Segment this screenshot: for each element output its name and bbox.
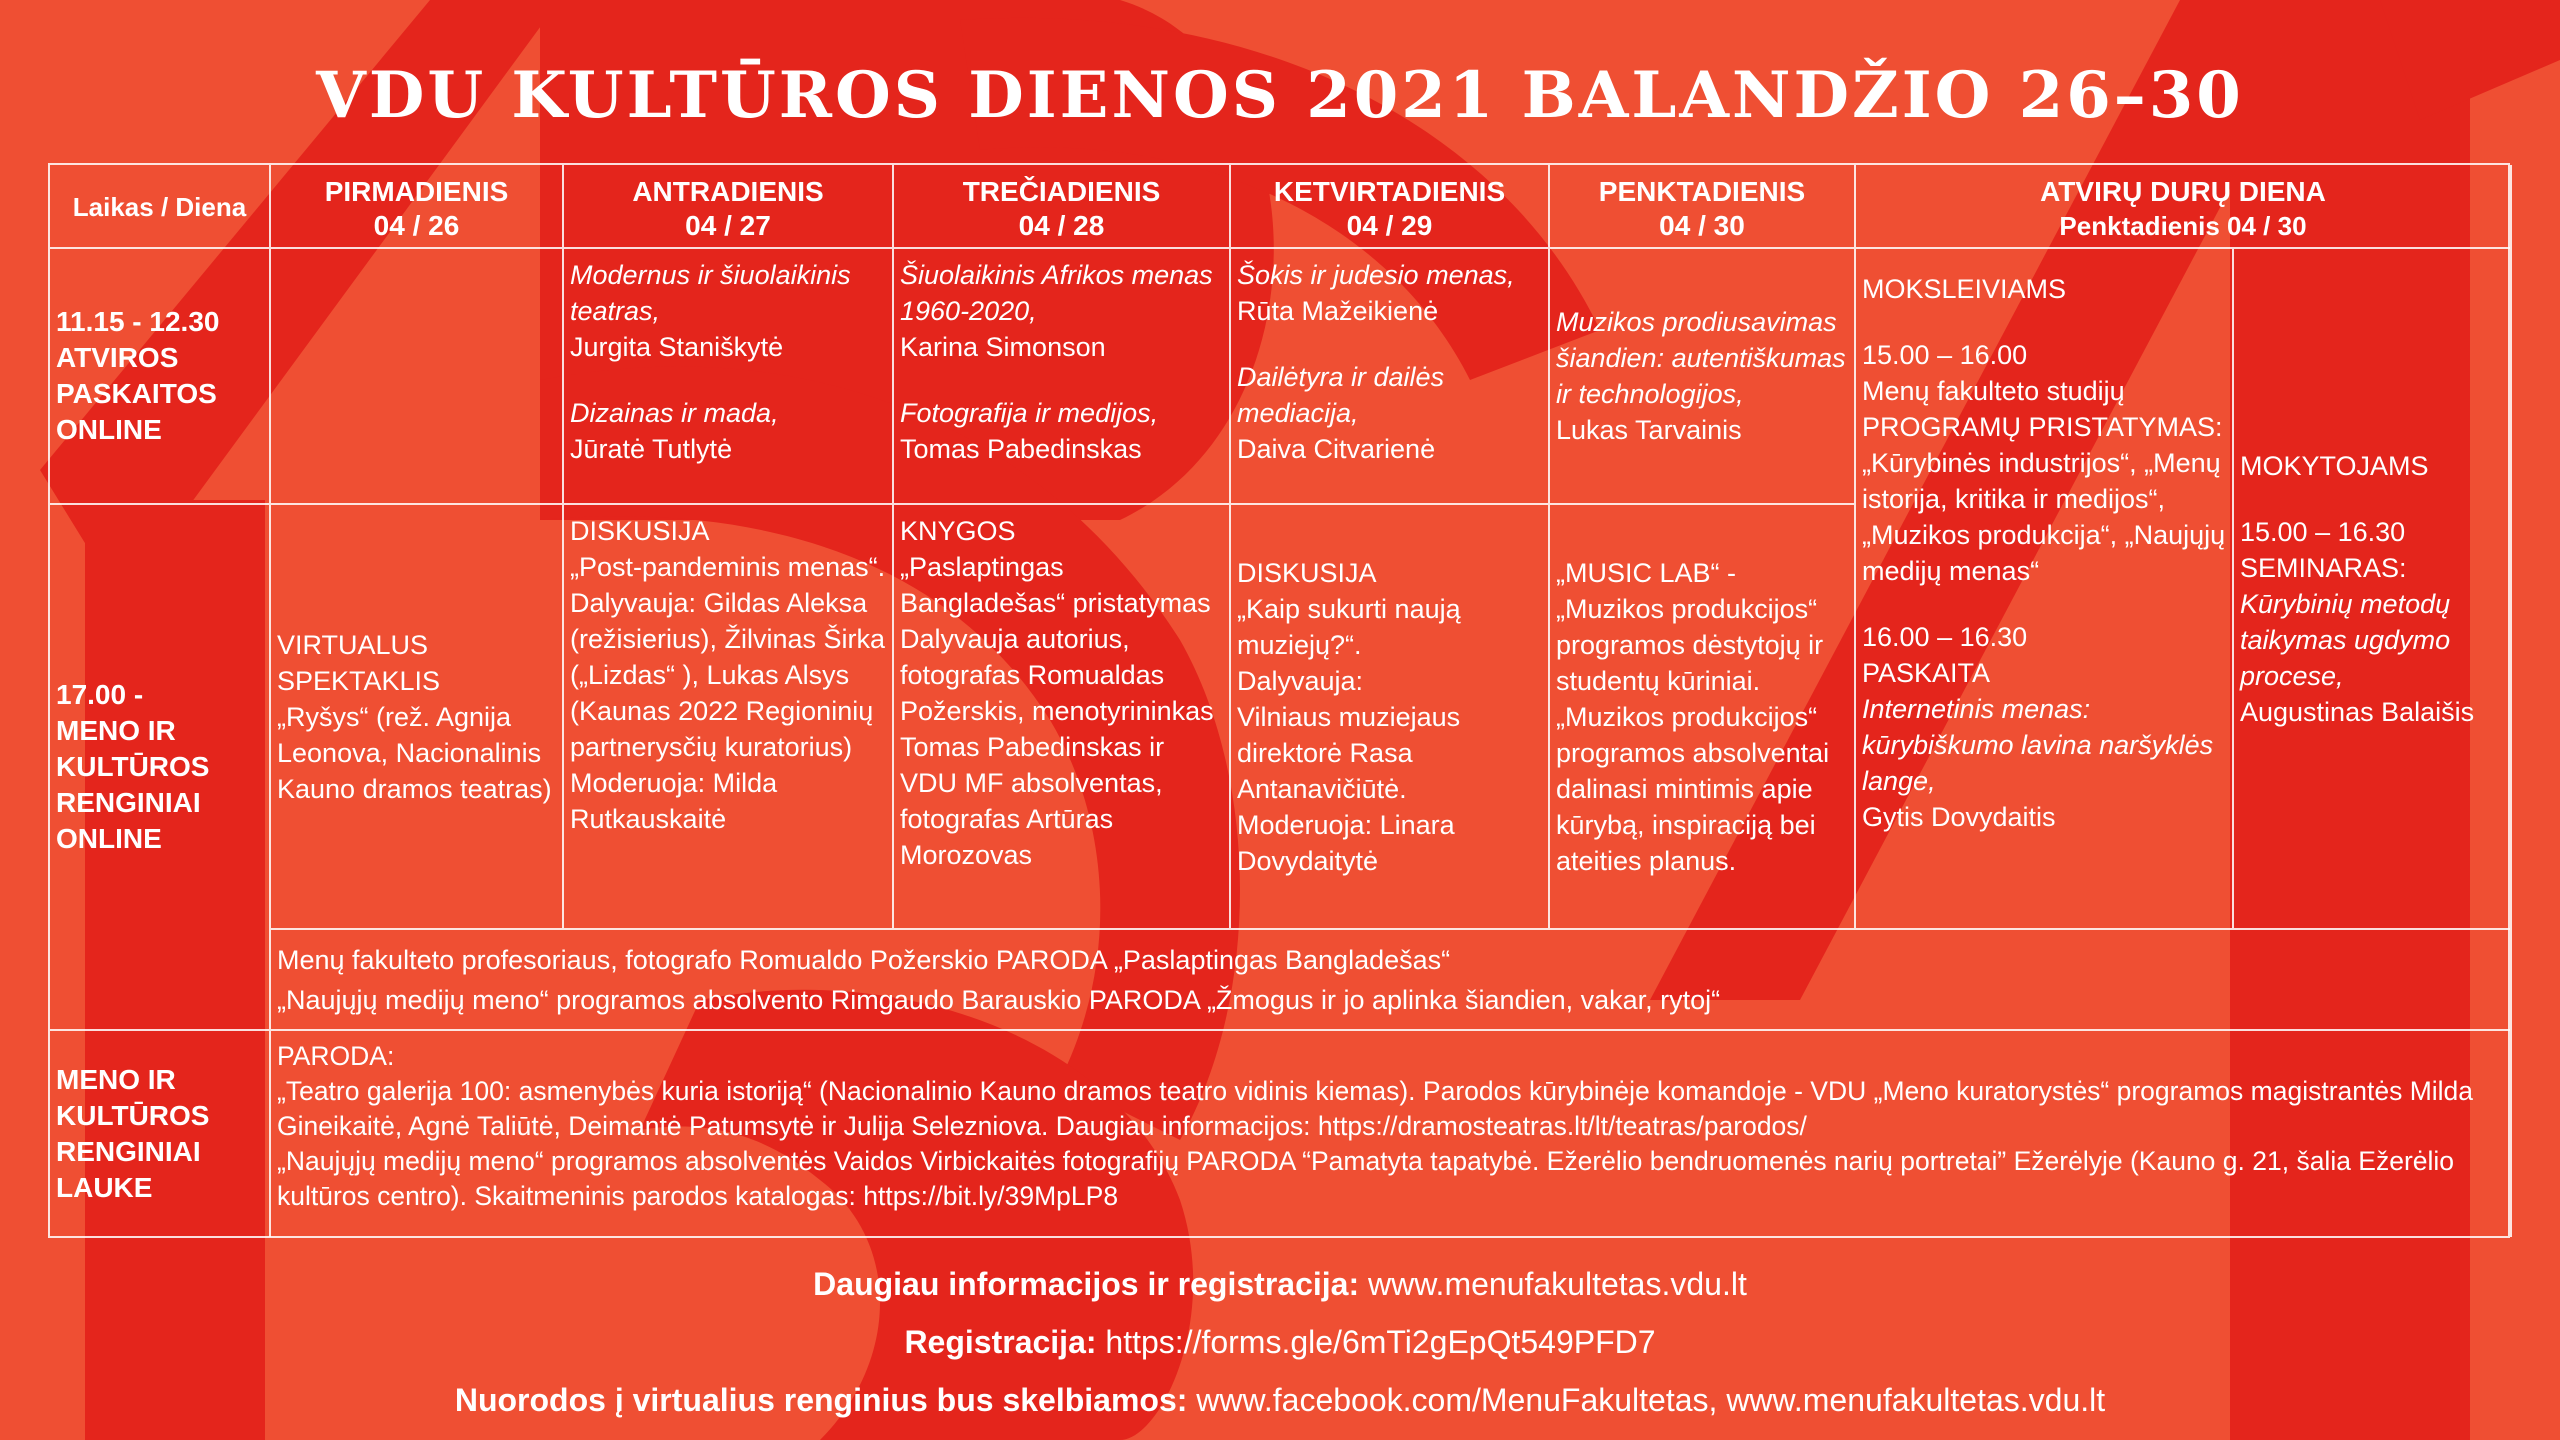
event-title: „Paslaptingas Bangladešas“ pristatymas <box>900 552 1211 618</box>
lecture-title: Fotografija ir medijos, <box>900 398 1159 428</box>
lecture-title: Modernus ir šiuolaikinis teatras, <box>570 260 851 326</box>
event-details: „Muzikos produkcijos“ programos absolventai dalinasi mintimis apie kūrybą, inspiraciją bei ateities planus. <box>1556 701 1830 876</box>
lecture-person: Tomas Pabedinskas <box>900 434 1142 464</box>
students-lecture-person: Gytis Dovydaitis <box>1862 802 2056 832</box>
day-name: TREČIADIENIS <box>962 176 1161 207</box>
footer-registration-link[interactable]: https://forms.gle/6mTi2gEpQt549PFD7 <box>1105 1324 1656 1360</box>
lecture-tuesday <box>564 249 894 505</box>
event-wednesday <box>894 505 1231 930</box>
teachers-time: 15.00 – 16.30 <box>2240 516 2406 547</box>
day-header-monday <box>271 165 564 249</box>
students-programs: Menų fakulteto studijų PROGRAMŲ PRISTATYMAS: „Kūrybinės industrijos“, „Menų istorija, kritika ir medijos“, „Muzikos produkcija“, „Naujųjų medijų menas“ <box>1862 376 2226 586</box>
day-date: 04 / 29 <box>1346 210 1433 241</box>
lecture-friday <box>1550 249 1856 505</box>
day-header-wednesday <box>894 165 1231 249</box>
day-header-friday <box>1550 165 1856 249</box>
exhibition-line: Menų fakulteto profesoriaus, fotografo Romualdo Požerskio PARODA „Paslaptingas Bangladešas“ <box>277 944 1451 975</box>
row-time: 11.15 - 12.30 <box>56 306 220 337</box>
footer-registration <box>0 1324 2560 1361</box>
event-title: „Post-pandeminis menas“. <box>570 552 886 582</box>
lecture-person: Daiva Citvarienė <box>1237 434 1436 464</box>
day-date: Penktadienis 04 / 30 <box>2059 211 2307 241</box>
footer-registration-label: Registracija: <box>904 1324 1097 1360</box>
lecture-monday-empty <box>271 249 564 505</box>
day-date: 04 / 27 <box>685 210 771 241</box>
event-participants: Vilniaus muziejaus direktorė Rasa Antanavičiūtė. <box>1237 701 1461 804</box>
event-type: VIRTUALUS SPEKTAKLIS <box>277 629 441 696</box>
day-name: KETVIRTADIENIS <box>1273 176 1506 207</box>
day-name: ATVIRŲ DURŲ DIENA <box>2040 176 2326 207</box>
event-participants-label: Dalyvauja: <box>1237 665 1364 696</box>
event-thursday <box>1231 505 1550 930</box>
footer-links-label: Nuorodos į virtualius renginius bus skelbiamos: <box>454 1382 1188 1418</box>
footer-links <box>0 1382 2560 1419</box>
students-time-1: 15.00 – 16.00 <box>1862 340 2028 370</box>
lecture-title: Muzikos prodiusavimas šiandien: autentiškumas ir technologijos, <box>1556 307 1846 409</box>
open-day-students <box>1856 249 2234 930</box>
students-heading: MOKSLEIVIAMS <box>1862 274 2067 304</box>
event-type: DISKUSIJA <box>570 516 710 546</box>
outdoor-text: „Naujųjų medijų meno“ programos absolventės Vaidos Virbickaitės fotografijų PARODA “Pamatyta tapatybė. Ežerėlio bendruomenės narių portretai” Ežerėlyje (Kauno g. 21, šalia Ežerėlio kultūros centro). Skaitmeninis parodos katalogas: https://bit.ly/39MpLP8 <box>277 1146 2455 1211</box>
lecture-title: Dailėtyra ir dailės mediacija, <box>1237 362 1445 428</box>
footer-info <box>0 1266 2560 1303</box>
day-date: 04 / 30 <box>1659 210 1745 241</box>
row-time: 17.00 - <box>56 679 144 710</box>
students-kind-2: PASKAITA <box>1862 658 1991 688</box>
outdoor-text: „Teatro galerija 100: asmenybės kuria istoriją“ (Nacionalinio Kauno dramos teatro vidinis kiemas). Parodos kūrybinėje komandoje - VDU „Meno kuratorystės“ programos magistrantės Milda Gineikaitė, Agnė Taliūtė, Deimantė Patumsytė ir Julija Selezniova. Daugiau informacijos: https://dramosteatras.lt/lt/teatras/parodos/ <box>277 1076 2474 1141</box>
lecture-wednesday <box>894 249 1231 505</box>
row-label: ATVIROS PASKAITOS ONLINE <box>56 342 217 445</box>
lecture-person: Jurgita Staniškytė <box>570 332 784 362</box>
event-title: „Kaip sukurti naują muziejų?“. <box>1237 593 1461 660</box>
lecture-title: Šiuolaikinis Afrikos menas 1960-2020, <box>900 260 1213 326</box>
day-name: PIRMADIENIS <box>324 176 509 207</box>
event-type: „MUSIC LAB“ - <box>1556 557 1737 588</box>
lecture-person: Karina Simonson <box>900 332 1106 362</box>
open-day-teachers <box>2234 249 2512 930</box>
teachers-person: Augustinas Balaišis <box>2240 696 2475 727</box>
day-header-tuesday <box>564 165 894 249</box>
day-header-open-day <box>1856 165 2512 249</box>
event-monday <box>271 505 564 930</box>
row-label-events-online <box>50 505 271 1031</box>
students-time-2: 16.00 – 16.30 <box>1862 622 2028 652</box>
day-date: 04 / 28 <box>1018 210 1105 241</box>
row-label: MENO IR KULTŪROS RENGINIAI ONLINE <box>56 715 210 854</box>
event-participants: Dalyvauja: Gildas Aleksa (režisierius), Žilvinas Širka („Lizdas“ ), Lukas Alsys (Kaunas 2022 Regioninių partnerysčių kuratorius) <box>570 588 886 762</box>
event-details: „Muzikos produkcijos“ programos dėstytojų ir studentų kūriniai. <box>1556 593 1824 696</box>
lecture-thursday <box>1231 249 1550 505</box>
day-date: 04 / 26 <box>373 210 460 241</box>
students-lecture-title: Internetinis menas: kūrybiškumo lavina naršyklės lange, <box>1862 694 2214 796</box>
online-exhibitions <box>271 930 2512 1031</box>
day-header-thursday <box>1231 165 1550 249</box>
page-title: VDU KULTŪROS DIENOS 2021 BALANDŽIO 26–30 <box>316 58 2244 133</box>
teachers-title: Kūrybinių metodų taikymas ugdymo procese, <box>2240 588 2451 691</box>
schedule-table <box>48 163 2510 1238</box>
event-moderator: Moderuoja: Milda Rutkauskaitė <box>570 768 778 834</box>
footer-info-link[interactable]: www.menufakultetas.vdu.lt <box>1367 1266 1747 1302</box>
event-tuesday <box>564 505 894 930</box>
event-type: DISKUSIJA <box>1237 557 1377 588</box>
outdoor-heading: PARODA: <box>277 1041 395 1071</box>
day-name: ANTRADIENIS <box>632 176 824 207</box>
exhibition-line: „Naujųjų medijų meno“ programos absolvento Rimgaudo Barauskio PARODA „Žmogus ir jo aplinka šiandien, vakar, rytoj“ <box>277 984 1721 1015</box>
outdoor-exhibitions <box>271 1031 2512 1237</box>
lecture-person: Lukas Tarvainis <box>1556 415 1742 445</box>
event-moderator: Moderuoja: Linara Dovydaitytė <box>1237 809 1455 876</box>
event-friday <box>1550 505 1856 930</box>
event-type: KNYGOS <box>900 516 1016 546</box>
row-label-lectures <box>50 249 271 505</box>
teachers-heading: MOKYTOJAMS <box>2240 450 2429 481</box>
teachers-kind: SEMINARAS: <box>2240 552 2407 583</box>
lecture-title: Dizainas ir mada, <box>570 398 779 428</box>
day-name: PENKTADIENIS <box>1598 176 1806 207</box>
lecture-person: Jūratė Tutlytė <box>570 434 733 464</box>
lecture-person: Rūta Mažeikienė <box>1237 296 1439 326</box>
lecture-title: Šokis ir judesio menas, <box>1237 260 1515 290</box>
corner-header: Laikas / Diena <box>50 165 271 249</box>
event-participants: Dalyvauja autorius, fotografas Romualdas Požerskis, menotyrininkas Tomas Pabedinskas ir VDU MF absolventas, fotografas Artūras Morozovas <box>900 624 1214 870</box>
row-label-outdoor: MENO IR KULTŪROS RENGINIAI LAUKE <box>50 1031 271 1237</box>
footer-info-label: Daugiau informacijos ir registracija: <box>813 1266 1360 1302</box>
event-details: „Ryšys“ (rež. Agnija Leonova, Nacionalinis Kauno dramos teatras) <box>277 701 552 804</box>
footer-links-value[interactable]: www.facebook.com/MenuFakultetas, www.menufakultetas.vdu.lt <box>1196 1382 2106 1418</box>
